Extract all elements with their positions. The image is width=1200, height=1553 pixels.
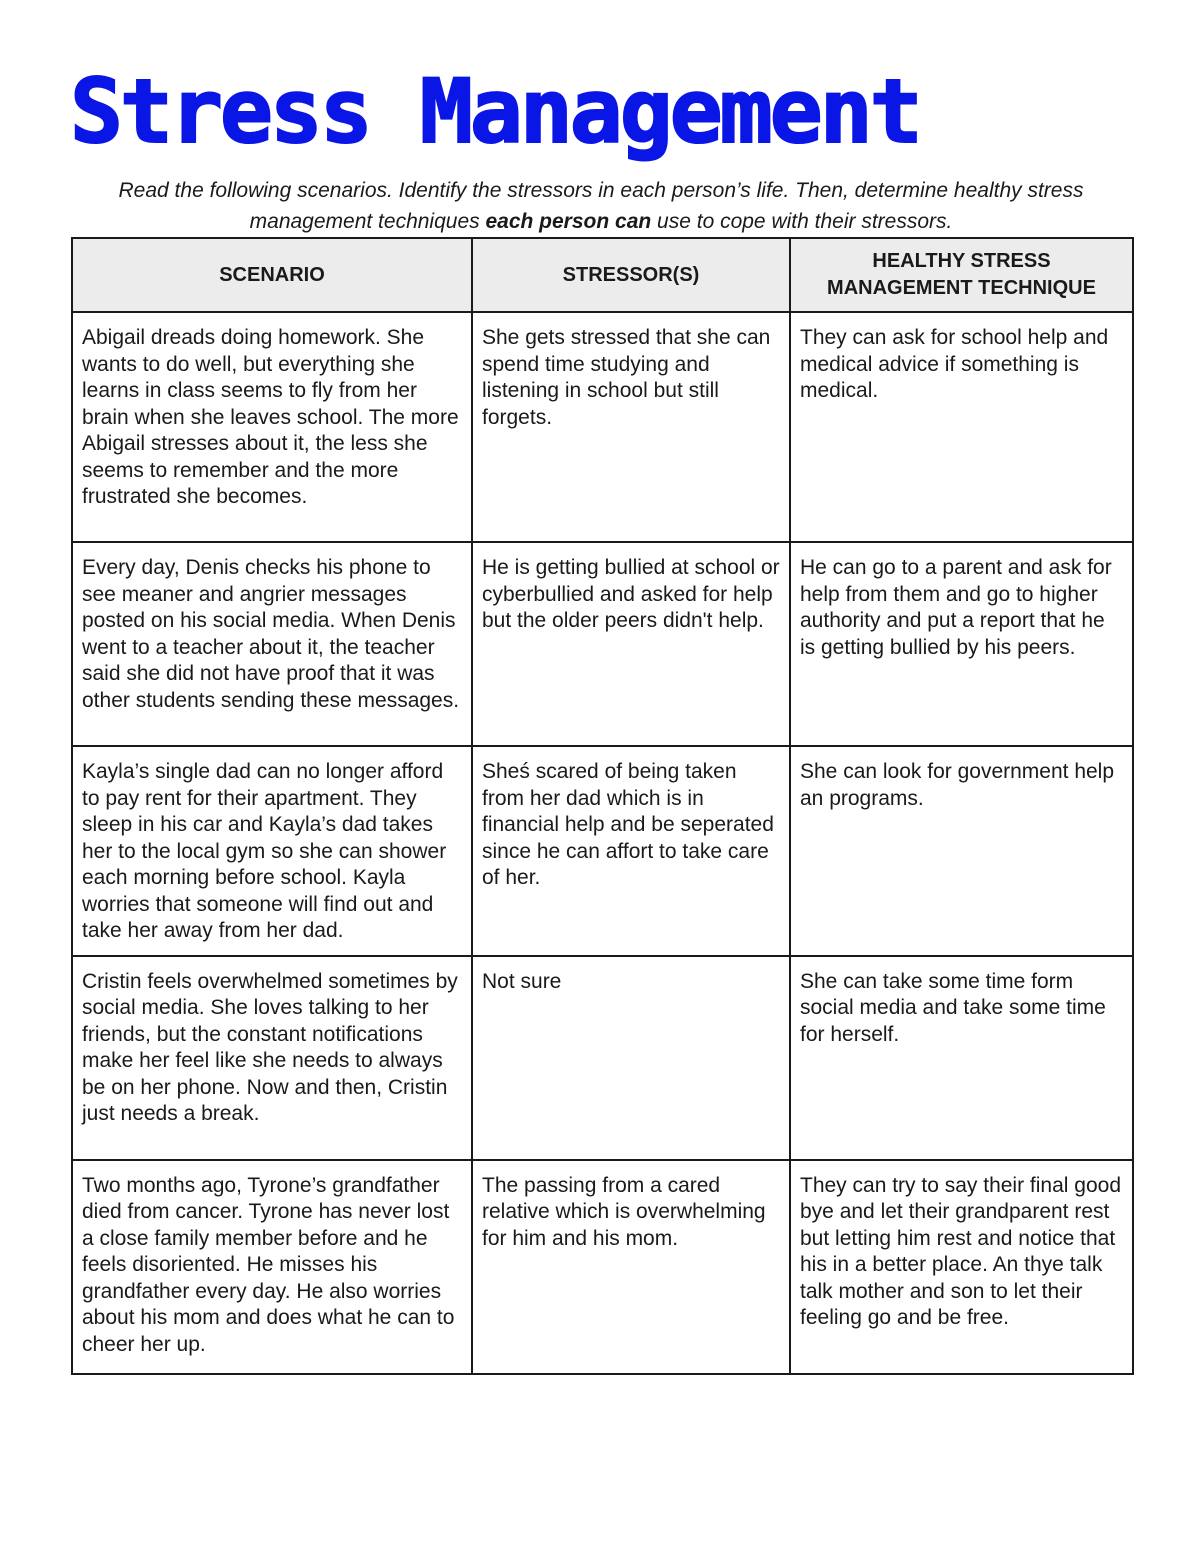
instructions bbox=[70, 175, 1132, 237]
header-technique: HEALTHY STRESS MANAGEMENT TECHNIQUE bbox=[790, 238, 1133, 312]
instructions-text-1: Read the following scenarios. Identify the stressors in each person’s life. Then, determine healthy stress management techniques bbox=[118, 179, 1084, 233]
table-row bbox=[72, 956, 1133, 1160]
instructions-emphasis: each person can bbox=[485, 210, 652, 233]
technique-cell[interactable]: They can ask for school help and medical advice if something is medical. bbox=[790, 312, 1133, 542]
header-row bbox=[72, 238, 1133, 312]
table-row bbox=[72, 542, 1133, 746]
stressor-cell[interactable]: He is getting bullied at school or cyberbullied and asked for help but the older peers didn't help. bbox=[472, 542, 790, 746]
table-row bbox=[72, 1160, 1133, 1374]
technique-cell[interactable]: He can go to a parent and ask for help from them and go to higher authority and put a report that he is getting bullied by his peers. bbox=[790, 542, 1133, 746]
instructions-text-2: use to cope with their stressors. bbox=[651, 210, 953, 233]
stressor-cell[interactable]: Sheś scared of being taken from her dad which is in financial help and be seperated since he can affort to take care of her. bbox=[472, 746, 790, 956]
scenario-cell: Cristin feels overwhelmed sometimes by social media. She loves talking to her friends, but the constant notifications make her feel like she needs to always be on her phone. Now and then, Cristin just needs a break. bbox=[72, 956, 472, 1160]
header-scenario: SCENARIO bbox=[72, 238, 472, 312]
technique-cell[interactable]: They can try to say their final good bye and let their grandparent rest but letting him rest and notice that his in a better place. An thye talk talk mother and son to let their feeling go and be free. bbox=[790, 1160, 1133, 1374]
worksheet-table bbox=[71, 237, 1134, 1375]
stressor-cell[interactable]: Not sure bbox=[472, 956, 790, 1160]
stressor-cell[interactable]: The passing from a cared relative which is overwhelming for him and his mom. bbox=[472, 1160, 790, 1374]
technique-cell[interactable]: She can take some time form social media and take some time for herself. bbox=[790, 956, 1133, 1160]
scenario-cell: Every day, Denis checks his phone to see meaner and angrier messages posted on his social media. When Denis went to a teacher about it, the teacher said she did not have proof that it was other students sending these messages. bbox=[72, 542, 472, 746]
technique-cell[interactable]: She can look for government help an programs. bbox=[790, 746, 1133, 956]
scenario-cell: Abigail dreads doing homework. She wants to do well, but everything she learns in class seems to fly from her brain when she leaves school. The more Abigail stresses about it, the less she seems to remember and the more frustrated she becomes. bbox=[72, 312, 472, 542]
stressor-cell[interactable]: She gets stressed that she can spend time studying and listening in school but still forgets. bbox=[472, 312, 790, 542]
table-row bbox=[72, 312, 1133, 542]
page-title: Stress Management bbox=[70, 60, 920, 163]
header-stressors: STRESSOR(S) bbox=[472, 238, 790, 312]
table-row bbox=[72, 746, 1133, 956]
scenario-cell: Two months ago, Tyrone’s grandfather died from cancer. Tyrone has never lost a close family member before and he feels disoriented. He misses his grandfather every day. He also worries about his mom and does what he can to cheer her up. bbox=[72, 1160, 472, 1374]
scenario-cell: Kayla’s single dad can no longer afford to pay rent for their apartment. They sleep in his car and Kayla’s dad takes her to the local gym so she can shower each morning before school. Kayla worries that someone will find out and take her away from her dad. bbox=[72, 746, 472, 956]
